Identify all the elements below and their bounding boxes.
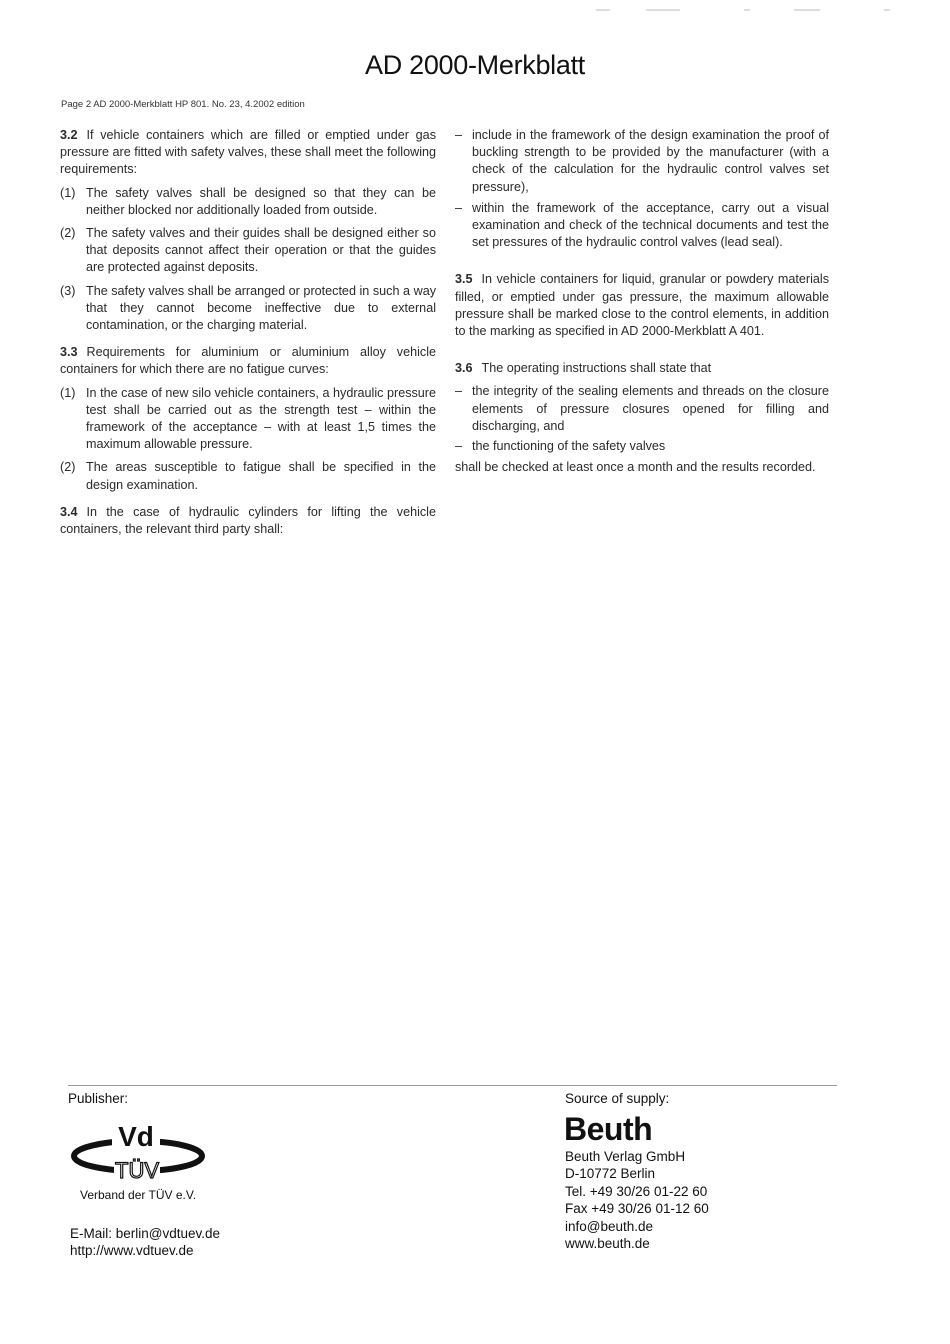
section-number: 3.4 bbox=[60, 504, 78, 519]
vdtuev-logo-tuv: TÜV bbox=[115, 1158, 159, 1183]
item-label: – bbox=[455, 128, 463, 142]
supply-line: D-10772 Berlin bbox=[565, 1166, 656, 1182]
item-text: the integrity of the sealing elements and threads on the closure elements of pressure closures opened for filling and discharging, and bbox=[472, 384, 829, 433]
item-text: The safety valves and their guides shall be designed either so that deposits cannot affect their operation or that the guides are protected against deposits. bbox=[86, 226, 436, 275]
vdtuev-logo-graphic bbox=[70, 1120, 210, 1184]
supply-address bbox=[565, 1148, 709, 1252]
section-3-3-intro bbox=[60, 344, 436, 378]
supply-line: Beuth Verlag GmbH bbox=[565, 1149, 686, 1164]
section-number: 3.6 bbox=[455, 361, 473, 376]
list-item bbox=[60, 185, 436, 219]
right-column bbox=[455, 127, 829, 482]
item-text: In the case of new silo vehicle containers, a hydraulic pressure test shall be carried out as the strength test – within the framework of the acceptance – with at least 1,5 times the maximum allowable pressure. bbox=[86, 385, 436, 452]
item-label: (3) bbox=[60, 283, 76, 298]
section-text: In vehicle containers for liquid, granular or powdery materials filled, or emptied under gas pressure, the maximum allowable pressure shall be marked close to the control elements, in addition to the marking as specified in AD 2000-Merkblatt A 401. bbox=[455, 272, 829, 339]
vdtuev-caption: Verband der TÜV e.V. bbox=[80, 1188, 197, 1202]
item-label: (1) bbox=[60, 185, 76, 200]
list-item bbox=[60, 283, 436, 335]
section-text: Requirements for aluminium or aluminium alloy vehicle containers for which there are no fatigue curves: bbox=[60, 345, 436, 377]
supply-line: www.beuth.de bbox=[565, 1236, 650, 1252]
section-number: 3.3 bbox=[60, 345, 78, 360]
supply-line: Fax +49 30/26 01-12 60 bbox=[565, 1201, 709, 1217]
item-text: The areas susceptible to fatigue shall be specified in the design examination. bbox=[86, 460, 436, 492]
section-3-4-intro bbox=[60, 504, 436, 538]
item-text: The safety valves shall be designed so that they can be neither blocked nor additionally loaded from outside. bbox=[86, 185, 436, 217]
supply-line: Tel. +49 30/26 01-22 60 bbox=[565, 1183, 708, 1199]
document-title: AD 2000-Merkblatt bbox=[365, 50, 585, 80]
publisher-email: E-Mail: berlin@vdtuev.de bbox=[70, 1226, 221, 1241]
top-scan-marks bbox=[0, 0, 950, 6]
vdtuev-logo-vd: Vd bbox=[118, 1121, 154, 1152]
section-text: If vehicle containers which are filled or emptied under gas pressure are fitted with safety valves, these shall meet the following requirements: bbox=[60, 128, 436, 177]
section-3-2-intro bbox=[60, 127, 436, 179]
section-number: 3.5 bbox=[455, 272, 473, 287]
supply-label: Source of supply: bbox=[565, 1091, 670, 1106]
page-info-line: Page 2 AD 2000-Merkblatt HP 801. No. 23, 4.2002 edition bbox=[61, 99, 305, 110]
item-label: – bbox=[455, 384, 463, 399]
item-text: within the framework of the acceptance, carry out a visual examination and check of the technical documents and test the set pressures of the hydraulic control valves (lead seal). bbox=[472, 200, 829, 250]
item-label: – bbox=[455, 439, 463, 454]
list-item bbox=[455, 438, 829, 455]
item-text: The safety valves shall be arranged or protected in such a way that they cannot become ineffective due to external contamination, or the charging material. bbox=[86, 283, 436, 333]
item-label: (2) bbox=[60, 460, 76, 475]
section-3-6-outro: shall be checked at least once a month and the results recorded. bbox=[455, 460, 816, 475]
publisher-label: Publisher: bbox=[68, 1091, 129, 1106]
list-item bbox=[455, 200, 829, 252]
item-label: (2) bbox=[60, 226, 76, 241]
section-3-5 bbox=[455, 271, 829, 340]
scan-marks-graphic bbox=[0, 7, 950, 13]
left-column bbox=[60, 127, 436, 544]
list-item bbox=[455, 383, 829, 435]
beuth-logo: Beuth bbox=[564, 1111, 653, 1147]
section-number: 3.2 bbox=[60, 128, 78, 142]
list-item bbox=[60, 385, 436, 454]
list-item bbox=[455, 127, 829, 196]
section-text: The operating instructions shall state that bbox=[481, 361, 712, 376]
list-item bbox=[60, 225, 436, 277]
vdtuev-logo bbox=[70, 1120, 210, 1184]
item-text: include in the framework of the design examination the proof of buckling strength to be provided by the manufacturer (with a check of the calculation for the hydraulic control valves set pressure), bbox=[472, 128, 829, 194]
publisher-website: http://www.vdtuev.de bbox=[70, 1243, 194, 1258]
item-label: – bbox=[455, 200, 463, 215]
footer-divider bbox=[68, 1085, 837, 1086]
item-label: (1) bbox=[60, 385, 76, 400]
list-item bbox=[60, 459, 436, 493]
supply-line: info@beuth.de bbox=[565, 1218, 654, 1234]
section-3-6-intro bbox=[455, 360, 829, 377]
item-text: the functioning of the safety valves bbox=[472, 439, 666, 454]
section-text: In the case of hydraulic cylinders for lifting the vehicle containers, the relevant third party shall: bbox=[60, 504, 436, 537]
